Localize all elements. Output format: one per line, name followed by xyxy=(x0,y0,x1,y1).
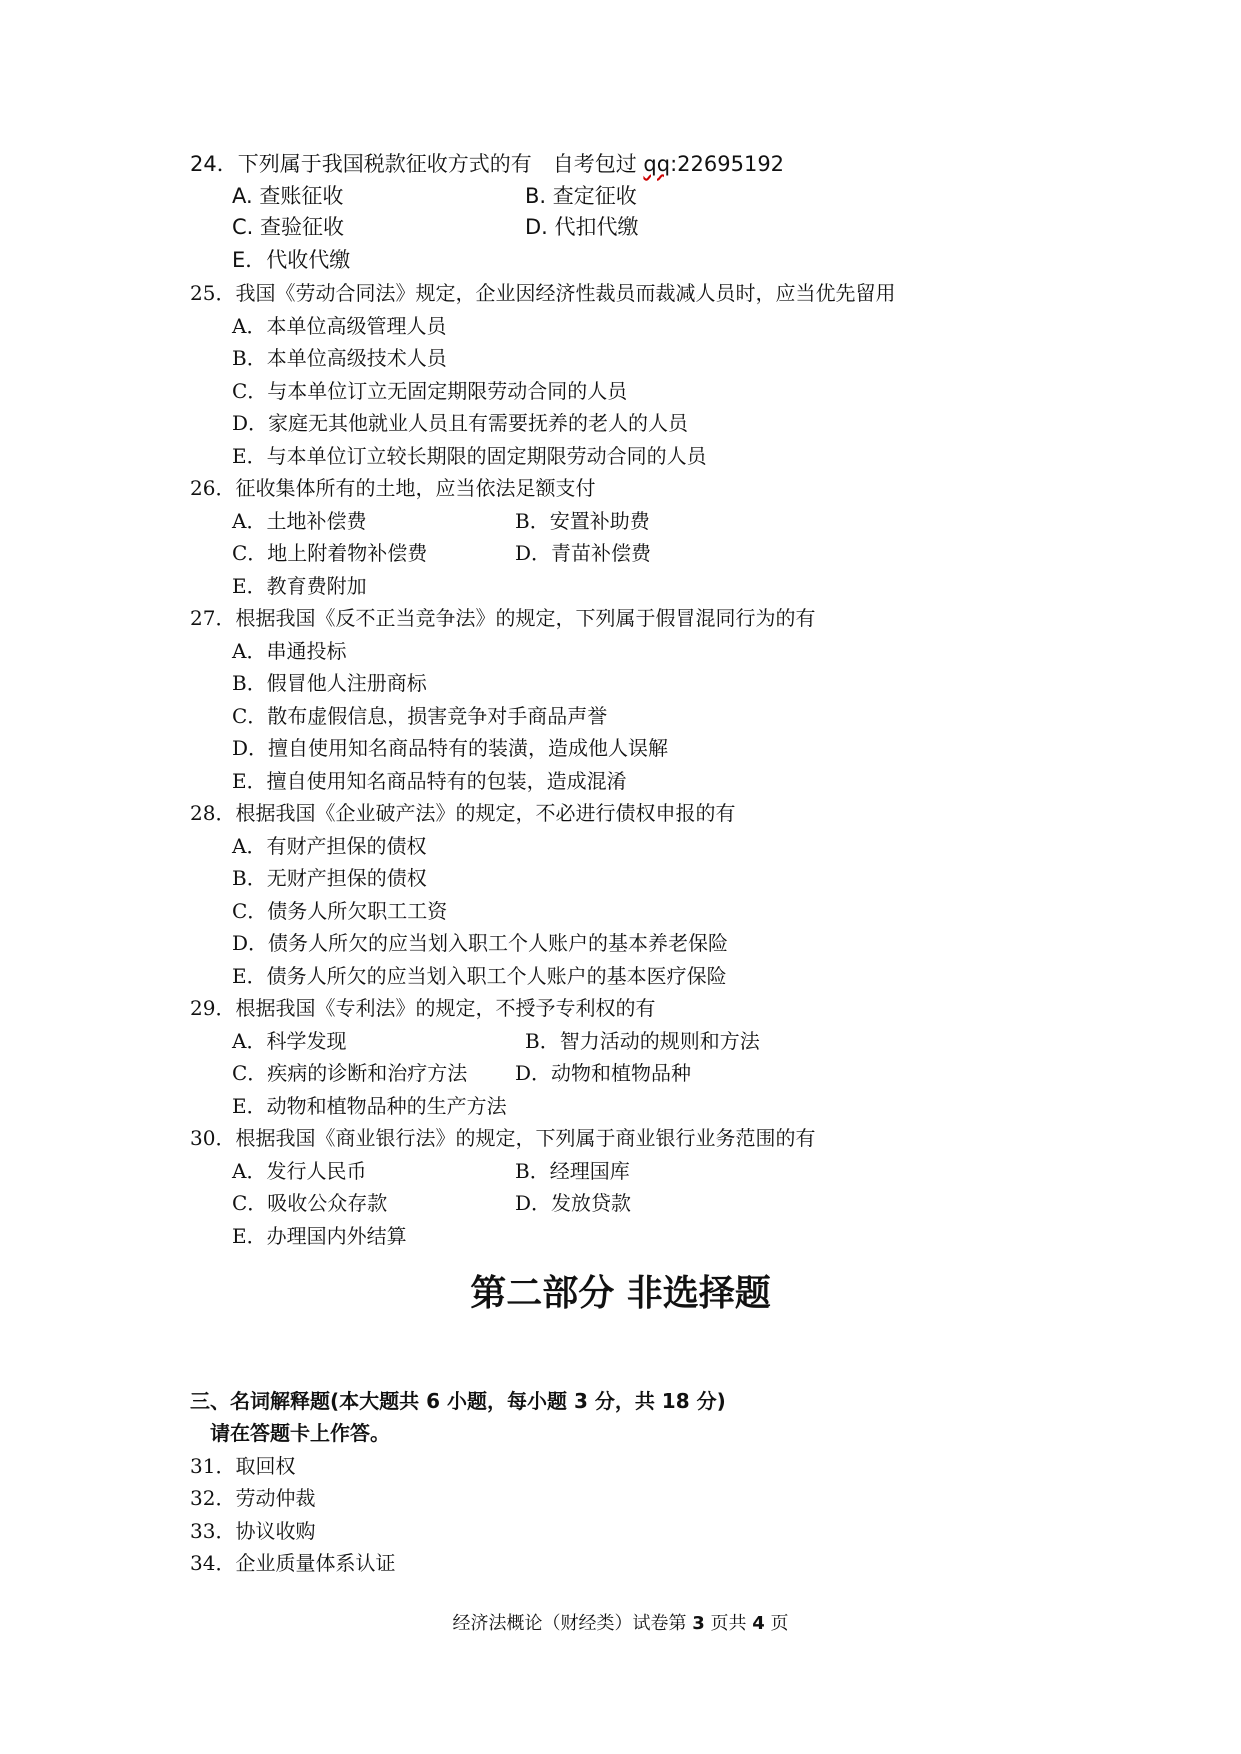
footer-prefix: 经济法概论（财经类）试卷第 xyxy=(452,1613,693,1634)
question-29-option-d: D．动物和植物品种 xyxy=(515,1061,692,1085)
question-24-option-b: B. 查定征收 xyxy=(525,184,637,208)
question-25-option-a: A．本单位高级管理人员 xyxy=(232,314,447,338)
question-27-option-d: D．擅自使用知名商品特有的装潢，造成他人误解 xyxy=(232,736,669,760)
question-28-option-c: C．债务人所欠职工工资 xyxy=(232,899,448,923)
question-25-option-c: C．与本单位订立无固定期限劳动合同的人员 xyxy=(232,379,628,403)
question-26-option-a: A．土地补偿费 xyxy=(232,509,367,533)
question-26-option-d: D．青苗补偿费 xyxy=(515,541,652,565)
question-27-option-e: E．擅自使用知名商品特有的包装，造成混淆 xyxy=(232,769,627,793)
question-29-option-b: B．智力活动的规则和方法 xyxy=(525,1029,760,1053)
question-24-option-c: C. 查验征收 xyxy=(232,215,345,239)
question-29-stem: 29．根据我国《专利法》的规定，不授予专利权的有 xyxy=(190,996,656,1020)
question-24-option-a: A. 查账征收 xyxy=(232,184,344,208)
footer-page-number: 3 xyxy=(692,1613,705,1634)
question-26-stem: 26．征收集体所有的土地，应当依法足额支付 xyxy=(190,476,596,500)
qq-word: qq xyxy=(643,152,671,176)
question-28-option-d: D．债务人所欠的应当划入职工个人账户的基本养老保险 xyxy=(232,931,729,955)
question-25-option-b: B．本单位高级技术人员 xyxy=(232,346,447,370)
part-2-title: 第二部分 非选择题 xyxy=(470,1273,771,1314)
footer-suffix: 页 xyxy=(764,1613,789,1634)
question-28-stem: 28．根据我国《企业破产法》的规定，不必进行债权申报的有 xyxy=(190,801,736,825)
question-30-option-e: E．办理国内外结算 xyxy=(232,1224,407,1248)
question-29-option-e: E．动物和植物品种的生产方法 xyxy=(232,1094,507,1118)
footer-middle: 页共 xyxy=(704,1613,753,1634)
question-31: 31．取回权 xyxy=(190,1454,296,1478)
question-30-option-b: B．经理国库 xyxy=(515,1159,630,1183)
question-26-option-b: B．安置补助费 xyxy=(515,509,650,533)
question-25-option-e: E．与本单位订立较长期限的固定期限劳动合同的人员 xyxy=(232,444,707,468)
question-24-stem xyxy=(190,150,784,178)
question-24-option-d: D. 代扣代缴 xyxy=(525,215,639,239)
question-26-option-c: C．地上附着物补偿费 xyxy=(232,541,428,565)
question-32: 32．劳动仲裁 xyxy=(190,1486,316,1510)
question-34: 34．企业质量体系认证 xyxy=(190,1551,396,1575)
question-30-option-a: A．发行人民币 xyxy=(232,1159,367,1183)
question-29-option-c: C．疾病的诊断和治疗方法 xyxy=(232,1061,468,1085)
question-24-option-e: E．代收代缴 xyxy=(232,248,351,272)
qq-number: :22695192 xyxy=(670,152,785,176)
question-29-option-a: A．科学发现 xyxy=(232,1029,347,1053)
question-27-option-a: A．串通投标 xyxy=(232,639,347,663)
question-28-option-e: E．债务人所欠的应当划入职工个人账户的基本医疗保险 xyxy=(232,964,727,988)
footer-total-pages: 4 xyxy=(752,1613,765,1634)
question-25-option-d: D．家庭无其他就业人员且有需要抚养的老人的人员 xyxy=(232,411,689,435)
question-26-option-e: E．教育费附加 xyxy=(232,574,367,598)
question-27-option-c: C．散布虚假信息，损害竞争对手商品声誉 xyxy=(232,704,608,728)
question-27-option-b: B．假冒他人注册商标 xyxy=(232,671,427,695)
question-27-stem: 27．根据我国《反不正当竞争法》的规定，下列属于假冒混同行为的有 xyxy=(190,606,816,630)
section-3-instruction: 请在答题卡上作答。 xyxy=(210,1421,390,1445)
question-24-text: 24．下列属于我国税款征收方式的有 自考包过 xyxy=(190,152,644,176)
question-30-stem: 30．根据我国《商业银行法》的规定，下列属于商业银行业务范围的有 xyxy=(190,1126,816,1150)
page-footer xyxy=(0,1612,1241,1636)
question-28-option-b: B．无财产担保的债权 xyxy=(232,866,427,890)
question-25-stem: 25．我国《劳动合同法》规定，企业因经济性裁员而裁减人员时，应当优先留用 xyxy=(190,281,896,305)
question-30-option-c: C．吸收公众存款 xyxy=(232,1191,388,1215)
section-3-heading: 三、名词解释题(本大题共 6 小题，每小题 3 分，共 18 分) xyxy=(190,1389,726,1413)
question-33: 33．协议收购 xyxy=(190,1519,316,1543)
question-28-option-a: A．有财产担保的债权 xyxy=(232,834,427,858)
question-30-option-d: D．发放贷款 xyxy=(515,1191,632,1215)
